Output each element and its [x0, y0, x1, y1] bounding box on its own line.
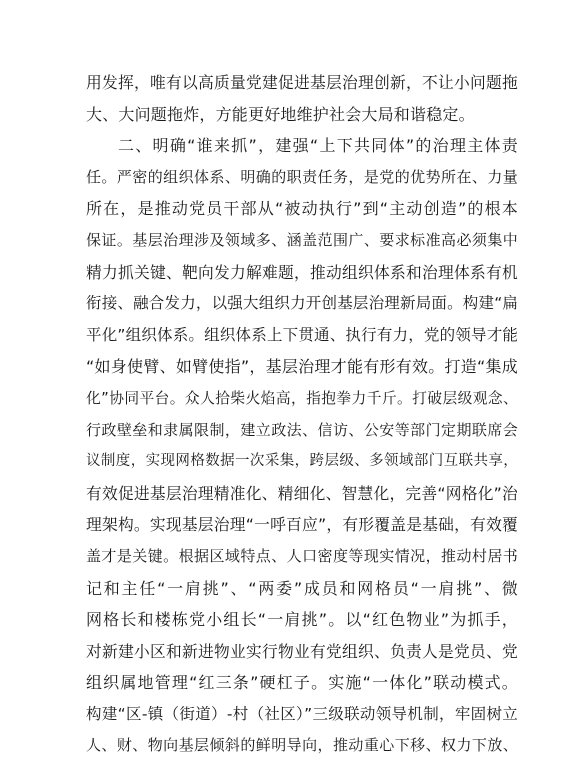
section-heading-line: 二、明确“谁来抓”，建强“上下共同体”的治理主体责 — [118, 136, 518, 156]
text-line: 网格长和楼栋党小组长“一肩挑”。以“红色物业”为抓手， — [86, 610, 518, 630]
text-line: 盖才是关键。根据区域特点、人口密度等现实情况，推动村居书 — [86, 546, 518, 565]
text-line: 记和主任“一肩挑”、“两委”成员和网格员“一肩挑”、微 — [86, 578, 518, 598]
text-line: 衔接、融合发力，以强大组织力开创基层治理新局面。构建“扁 — [86, 294, 518, 313]
text-line: 精力抓关键、靶向发力解难题，推动组织体系和治理体系有机 — [86, 262, 518, 282]
text-line: 大、大问题拖炸，方能更好地维护社会大局和谐稳定。 — [86, 104, 475, 124]
text-line: 有效促进基层治理精准化、精细化、智慧化，完善“网格化”治 — [86, 483, 518, 503]
text-line: 任。严密的组织体系、明确的职责任务，是党的优势所在、力量 — [86, 167, 518, 186]
text-line: 保证。基层治理涉及领域多、涵盖范围广、要求标准高必须集中 — [86, 230, 518, 249]
text-line: 所在，是推动党员干部从“被动执行”到“主动创造”的根本 — [86, 199, 518, 219]
text-line: 对新建小区和新进物业实行物业有党组织、负责人是党员、党 — [86, 641, 518, 661]
text-line: 构建“区-镇（街道）-村（社区）”三级联动领导机制，牢固树立 — [86, 704, 518, 723]
text-line: 行政壁垒和隶属限制，建立政法、信访、公安等部门定期联席会 — [86, 420, 518, 439]
text-line: 平化”组织体系。组织体系上下贯通、执行有力，党的领导才能 — [86, 325, 518, 344]
text-line: 理架构。实现基层治理“一呼百应”，有形覆盖是基础，有效覆 — [86, 515, 518, 535]
text-line: 人、财、物向基层倾斜的鲜明导向，推动重心下移、权力下放、 — [86, 736, 518, 755]
text-line: “如身使臂、如臂使指”，基层治理才能有形有效。打造“集成 — [86, 357, 518, 377]
text-line: 议制度，实现网格数据一次采集，跨层级、多领域部门互联共享， — [86, 453, 518, 470]
text-line: 组织属地管理“红三条”硬杠子。实施“一体化”联动模式。 — [86, 673, 518, 693]
document-body — [86, 67, 518, 762]
text-line: 用发挥，唯有以高质量党建促进基层治理创新，不让小问题拖 — [86, 73, 518, 92]
text-line: 化”协同平台。众人拾柴火焰高，指抱拳力千斤。打破层级观念、 — [86, 389, 518, 407]
